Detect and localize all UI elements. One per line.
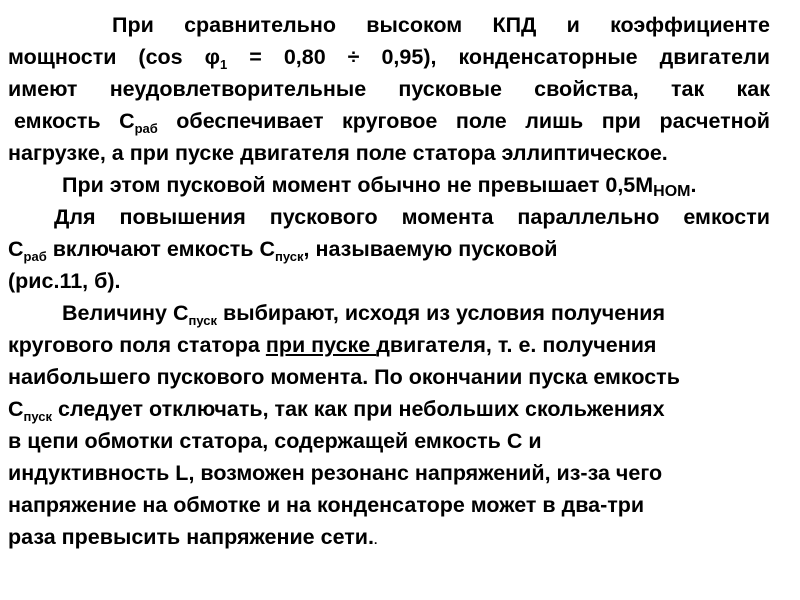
line-16-text: напряжение на обмотке и на конденсаторе может в два-три: [8, 493, 645, 517]
line-8-text-a: С: [8, 237, 24, 261]
line-8: [8, 234, 770, 264]
line-17-text-a: раза превысить напряжение сети.: [8, 525, 374, 549]
line-6-text-a: При этом пусковой момент обычно не превышает 0,5М: [62, 173, 654, 197]
line-5-text: нагрузке, а при пуске двигателя поле статора эллиптическое.: [8, 141, 668, 165]
line-9: [8, 266, 770, 296]
m-nom-subscript: НОМ: [653, 183, 691, 200]
line-1-text: При сравнительно высоком КПД и коэффициенте: [112, 13, 770, 37]
line-17-text-b: .: [373, 533, 378, 547]
line-16: [8, 490, 770, 520]
line-9-text: (рис.11, б).: [8, 269, 121, 293]
line-2-text-b: = 0,80 ÷ 0,95), конденсаторные двигатели: [227, 45, 770, 69]
line-6: [62, 170, 800, 200]
line-4-text-b: обеспечивает круговое поле лишь при расчетной: [157, 109, 771, 133]
underlined-phrase: при пуске: [265, 333, 377, 357]
line-8-text-b: включают емкость С: [46, 237, 276, 261]
c-pusk-subscript: пуск: [275, 249, 304, 264]
line-5: [8, 138, 770, 168]
line-3: [8, 74, 770, 104]
line-3-text: имеют неудовлетворительные пусковые свойства, так как: [8, 77, 770, 101]
line-14-text: в цепи обмотки статора, содержащей емкость С и: [8, 429, 542, 453]
line-2: [8, 42, 770, 72]
line-10-text-b: выбирают, исходя из условия получения: [217, 301, 665, 325]
c-rab-subscript-2: раб: [23, 249, 47, 264]
line-4-text-a: емкость С: [14, 109, 135, 133]
line-12-text: наибольшего пускового момента. По окончании пуска емкость: [8, 365, 680, 389]
line-12: [8, 362, 770, 392]
line-13-text-a: С: [8, 397, 24, 421]
line-13: [8, 394, 770, 424]
c-rab-subscript: раб: [134, 121, 158, 136]
line-7: [54, 202, 770, 232]
line-14: [8, 426, 770, 456]
line-1: [112, 10, 770, 40]
line-4: [14, 106, 770, 136]
line-2-text-a: мощности (cos φ: [8, 45, 221, 69]
phi-subscript: 1: [220, 57, 228, 72]
line-11-text-a: кругового поля статора: [8, 333, 266, 357]
line-13-text-b: следует отключать, так как при небольших скольжениях: [52, 397, 665, 421]
line-11-text-b: двигателя, т. е. получения: [376, 333, 657, 357]
line-10-text-a: Величину С: [62, 301, 189, 325]
c-pusk-subscript-2: пуск: [188, 313, 218, 328]
c-pusk-subscript-3: пуск: [23, 409, 53, 424]
line-17: [8, 522, 770, 555]
line-8-text-c: , называемую пусковой: [303, 237, 558, 261]
line-6-text-b: .: [690, 173, 697, 197]
line-15: [8, 458, 770, 488]
line-11: [8, 330, 770, 360]
line-7-text: Для повышения пускового момента параллельно емкости: [54, 205, 770, 229]
line-15-text: индуктивность L, возможен резонанс напряжений, из-за чего: [8, 461, 663, 485]
line-10: [62, 298, 800, 328]
